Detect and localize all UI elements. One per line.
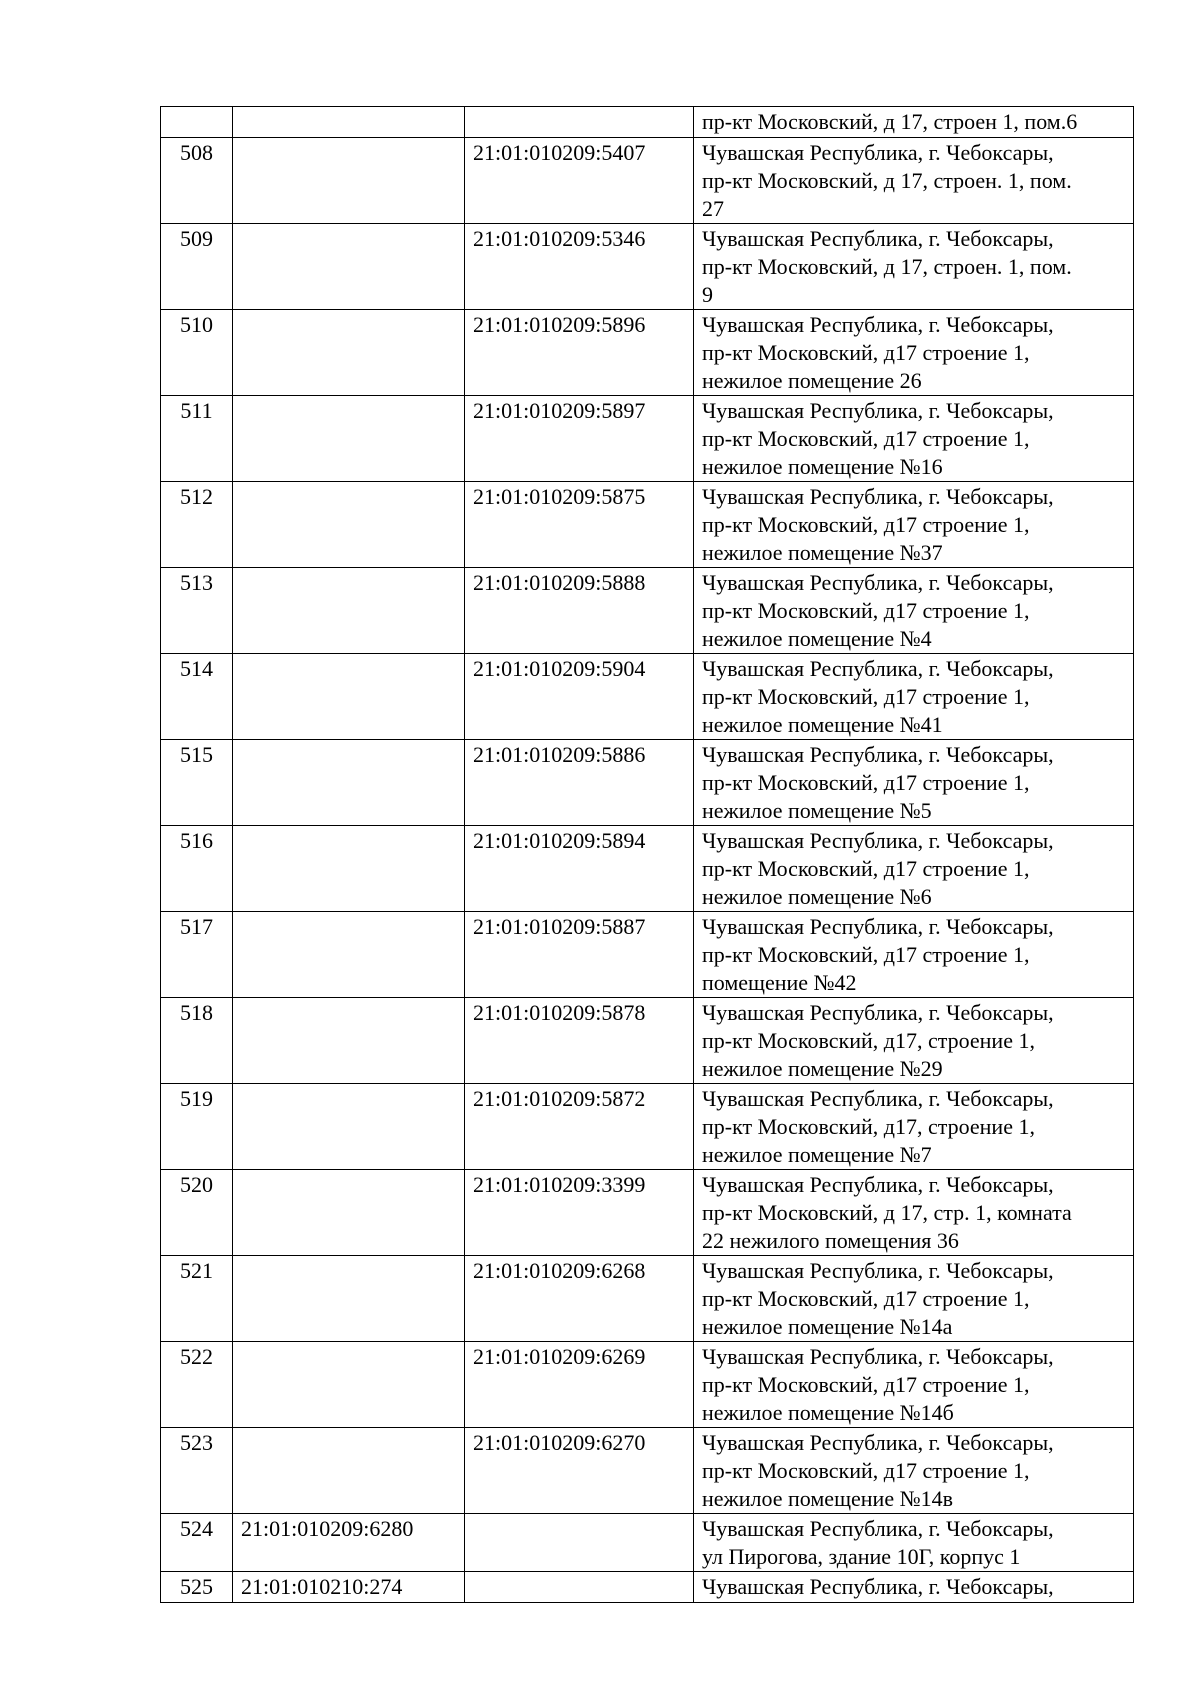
address-line: 27: [702, 196, 724, 221]
cadastral-number-a-cell: [233, 1084, 465, 1170]
table-row: [161, 740, 1134, 826]
address-line: нежилое помещение №7: [702, 1142, 932, 1167]
cadastral-number-b-cell: [465, 1514, 694, 1572]
cadastral-number-b-cell: 21:01:010209:5887: [465, 912, 694, 998]
cadastral-number-b-cell: 21:01:010209:5872: [465, 1084, 694, 1170]
address-line: нежилое помещение №4: [702, 626, 932, 651]
table-row: [161, 396, 1134, 482]
address-line: Чувашская Республика, г. Чебоксары,: [702, 828, 1054, 853]
address-cell: [694, 912, 1134, 998]
cadastral-number-b-cell: 21:01:010209:5904: [465, 654, 694, 740]
row-number-cell: 510: [161, 310, 233, 396]
row-number-cell: 518: [161, 998, 233, 1084]
table-body: [161, 107, 1134, 1603]
table-row: [161, 912, 1134, 998]
address-cell: [694, 568, 1134, 654]
address-line: 9: [702, 282, 713, 307]
address-line: пр-кт Московский, д17 строение 1,: [702, 426, 1030, 451]
table-row: [161, 138, 1134, 224]
address-cell: [694, 1256, 1134, 1342]
address-line: Чувашская Республика, г. Чебоксары,: [702, 1000, 1054, 1025]
address-cell: [694, 1084, 1134, 1170]
cadastral-number-b-cell: [465, 1572, 694, 1603]
cadastral-number-a-cell: [233, 1428, 465, 1514]
cadastral-number-b-cell: 21:01:010209:6269: [465, 1342, 694, 1428]
cadastral-number-a-cell: [233, 138, 465, 224]
address-line: пр-кт Московский, д17 строение 1,: [702, 684, 1030, 709]
address-line: нежилое помещение №14в: [702, 1486, 953, 1511]
cadastral-number-a-cell: [233, 1256, 465, 1342]
cadastral-number-a-cell: [233, 568, 465, 654]
address-line: нежилое помещение №29: [702, 1056, 943, 1081]
address-line: Чувашская Республика, г. Чебоксары,: [702, 914, 1054, 939]
address-cell: [694, 1342, 1134, 1428]
cadastral-number-b-cell: 21:01:010209:5886: [465, 740, 694, 826]
address-line: Чувашская Республика, г. Чебоксары,: [702, 1172, 1054, 1197]
property-register-table: [160, 106, 1134, 1603]
cadastral-number-a-cell: [233, 396, 465, 482]
address-line: Чувашская Республика, г. Чебоксары,: [702, 656, 1054, 681]
table-row: [161, 826, 1134, 912]
cadastral-number-b-cell: [465, 107, 694, 138]
address-line: пр-кт Московский, д 17, строен. 1, пом.: [702, 168, 1072, 193]
address-line: пр-кт Московский, д17 строение 1,: [702, 340, 1030, 365]
cadastral-number-a-cell: [233, 1342, 465, 1428]
row-number-cell: [161, 107, 233, 138]
address-cell: [694, 310, 1134, 396]
cadastral-number-a-cell: [233, 482, 465, 568]
address-line: пр-кт Московский, д 17, стр. 1, комната: [702, 1200, 1072, 1225]
address-cell: [694, 396, 1134, 482]
table-row: [161, 1572, 1134, 1603]
address-line: нежилое помещение №37: [702, 540, 943, 565]
address-line: пр-кт Московский, д17, строение 1,: [702, 1114, 1035, 1139]
row-number-cell: 514: [161, 654, 233, 740]
table-row: [161, 224, 1134, 310]
table-row: [161, 1428, 1134, 1514]
row-number-cell: 523: [161, 1428, 233, 1514]
address-line: пр-кт Московский, д17 строение 1,: [702, 512, 1030, 537]
address-cell: [694, 107, 1134, 138]
row-number-cell: 508: [161, 138, 233, 224]
cadastral-number-a-cell: [233, 654, 465, 740]
cadastral-number-a-cell: [233, 310, 465, 396]
address-line: Чувашская Республика, г. Чебоксары,: [702, 1574, 1054, 1599]
cadastral-number-a-cell: [233, 740, 465, 826]
cadastral-number-a-cell: 21:01:010209:6280: [233, 1514, 465, 1572]
cadastral-number-a-cell: [233, 1170, 465, 1256]
table-row: [161, 1256, 1134, 1342]
address-line: нежилое помещение №41: [702, 712, 943, 737]
row-number-cell: 512: [161, 482, 233, 568]
table-row: [161, 310, 1134, 396]
cadastral-number-b-cell: 21:01:010209:6270: [465, 1428, 694, 1514]
address-line: пр-кт Московский, д17 строение 1,: [702, 1286, 1030, 1311]
address-line: Чувашская Республика, г. Чебоксары,: [702, 1086, 1054, 1111]
cadastral-number-a-cell: [233, 224, 465, 310]
address-line: нежилое помещение №6: [702, 884, 932, 909]
cadastral-number-b-cell: 21:01:010209:3399: [465, 1170, 694, 1256]
table-row: [161, 1514, 1134, 1572]
address-line: пр-кт Московский, д17 строение 1,: [702, 856, 1030, 881]
table-row: [161, 1170, 1134, 1256]
address-cell: [694, 826, 1134, 912]
cadastral-number-a-cell: [233, 826, 465, 912]
row-number-cell: 522: [161, 1342, 233, 1428]
row-number-cell: 525: [161, 1572, 233, 1603]
cadastral-number-b-cell: 21:01:010209:5897: [465, 396, 694, 482]
table-row: [161, 998, 1134, 1084]
address-line: Чувашская Республика, г. Чебоксары,: [702, 1430, 1054, 1455]
address-cell: [694, 740, 1134, 826]
row-number-cell: 516: [161, 826, 233, 912]
cadastral-number-b-cell: 21:01:010209:5346: [465, 224, 694, 310]
row-number-cell: 524: [161, 1514, 233, 1572]
row-number-cell: 517: [161, 912, 233, 998]
address-cell: [694, 138, 1134, 224]
address-line: пр-кт Московский, д17 строение 1,: [702, 598, 1030, 623]
row-number-cell: 511: [161, 396, 233, 482]
address-line: нежилое помещение №16: [702, 454, 943, 479]
table-row: [161, 482, 1134, 568]
address-cell: [694, 224, 1134, 310]
table-row: [161, 568, 1134, 654]
address-line: Чувашская Республика, г. Чебоксары,: [702, 398, 1054, 423]
address-line: пр-кт Московский, д 17, строен 1, пом.6: [702, 109, 1078, 134]
cadastral-number-a-cell: [233, 912, 465, 998]
cadastral-number-b-cell: 21:01:010209:5875: [465, 482, 694, 568]
address-cell: [694, 482, 1134, 568]
address-line: Чувашская Республика, г. Чебоксары,: [702, 1344, 1054, 1369]
cadastral-number-b-cell: 21:01:010209:5878: [465, 998, 694, 1084]
address-line: Чувашская Республика, г. Чебоксары,: [702, 226, 1054, 251]
table-row: [161, 654, 1134, 740]
row-number-cell: 515: [161, 740, 233, 826]
table-row: [161, 1342, 1134, 1428]
address-line: помещение №42: [702, 970, 857, 995]
address-line: Чувашская Республика, г. Чебоксары,: [702, 1516, 1054, 1541]
address-cell: [694, 1514, 1134, 1572]
address-line: пр-кт Московский, д17 строение 1,: [702, 942, 1030, 967]
cadastral-number-b-cell: 21:01:010209:6268: [465, 1256, 694, 1342]
address-line: Чувашская Республика, г. Чебоксары,: [702, 484, 1054, 509]
address-line: нежилое помещение №14б: [702, 1400, 954, 1425]
row-number-cell: 520: [161, 1170, 233, 1256]
table-row: [161, 1084, 1134, 1170]
cadastral-number-b-cell: 21:01:010209:5896: [465, 310, 694, 396]
cadastral-number-b-cell: 21:01:010209:5894: [465, 826, 694, 912]
row-number-cell: 521: [161, 1256, 233, 1342]
address-line: Чувашская Республика, г. Чебоксары,: [702, 1258, 1054, 1283]
address-line: Чувашская Республика, г. Чебоксары,: [702, 140, 1054, 165]
row-number-cell: 509: [161, 224, 233, 310]
address-line: нежилое помещение №5: [702, 798, 932, 823]
address-cell: [694, 1572, 1134, 1603]
address-line: пр-кт Московский, д17 строение 1,: [702, 770, 1030, 795]
address-line: пр-кт Московский, д17 строение 1,: [702, 1458, 1030, 1483]
cadastral-number-b-cell: 21:01:010209:5888: [465, 568, 694, 654]
cadastral-number-a-cell: [233, 107, 465, 138]
row-number-cell: 513: [161, 568, 233, 654]
address-line: ул Пирогова, здание 10Г, корпус 1: [702, 1544, 1021, 1569]
address-cell: [694, 1170, 1134, 1256]
table-row: [161, 107, 1134, 138]
address-cell: [694, 998, 1134, 1084]
address-line: пр-кт Московский, д 17, строен. 1, пом.: [702, 254, 1072, 279]
address-line: Чувашская Республика, г. Чебоксары,: [702, 742, 1054, 767]
address-line: нежилое помещение №14а: [702, 1314, 953, 1339]
address-cell: [694, 1428, 1134, 1514]
address-line: пр-кт Московский, д17, строение 1,: [702, 1028, 1035, 1053]
row-number-cell: 519: [161, 1084, 233, 1170]
cadastral-number-a-cell: 21:01:010210:274: [233, 1572, 465, 1603]
address-line: Чувашская Республика, г. Чебоксары,: [702, 570, 1054, 595]
address-line: пр-кт Московский, д17 строение 1,: [702, 1372, 1030, 1397]
address-cell: [694, 654, 1134, 740]
cadastral-number-a-cell: [233, 998, 465, 1084]
address-line: 22 нежилого помещения 36: [702, 1228, 959, 1253]
address-line: нежилое помещение 26: [702, 368, 922, 393]
address-line: Чувашская Республика, г. Чебоксары,: [702, 312, 1054, 337]
cadastral-number-b-cell: 21:01:010209:5407: [465, 138, 694, 224]
